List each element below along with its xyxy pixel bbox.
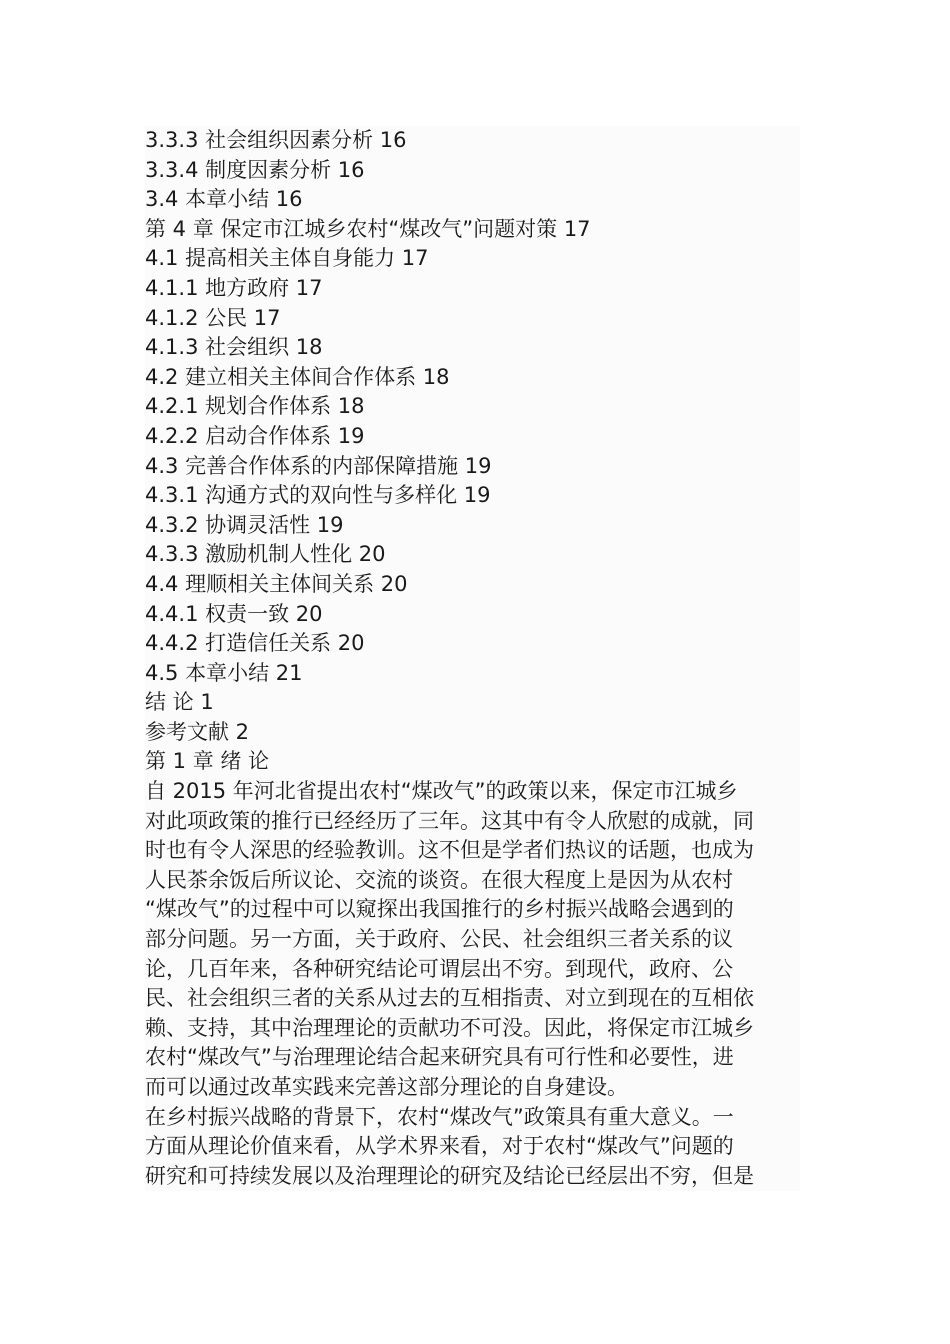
toc-entry: 4.1.3 社会组织 18 <box>145 333 800 363</box>
paragraph-intro <box>145 777 800 1103</box>
toc-entry: 参考文献 2 <box>145 718 800 748</box>
paragraph-line: 自 2015 年河北省提出农村“煤改气”的政策以来，保定市江城乡 <box>145 777 800 807</box>
paragraph-line: 论，几百年来，各种研究结论可谓层出不穷。到现代，政府、公 <box>145 955 800 985</box>
toc-entry: 4.4.2 打造信任关系 20 <box>145 629 800 659</box>
toc-entry: 3.4 本章小结 16 <box>145 185 800 215</box>
toc-entry: 4.2 建立相关主体间合作体系 18 <box>145 363 800 393</box>
toc-entry: 4.3.1 沟通方式的双向性与多样化 19 <box>145 481 800 511</box>
chapter-heading: 第 1 章 绪 论 <box>145 747 800 777</box>
toc-entry: 4.5 本章小结 21 <box>145 659 800 689</box>
paragraph-line: 民、社会组织三者的关系从过去的互相指责、对立到现在的互相依 <box>145 984 800 1014</box>
toc-entry: 4.1 提高相关主体自身能力 17 <box>145 244 800 274</box>
paragraph-line: 在乡村振兴战略的背景下，农村“煤改气”政策具有重大意义。一 <box>145 1103 800 1133</box>
paragraph-line: 对此项政策的推行已经经历了三年。这其中有令人欣慰的成就，同 <box>145 807 800 837</box>
toc-entry: 3.3.3 社会组织因素分析 16 <box>145 126 800 156</box>
paragraph-line: 而可以通过改革实践来完善这部分理论的自身建设。 <box>145 1073 800 1103</box>
toc-entry: 第 4 章 保定市江城乡农村“煤改气”问题对策 17 <box>145 215 800 245</box>
toc-entry: 4.4 理顺相关主体间关系 20 <box>145 570 800 600</box>
toc-entry: 4.4.1 权责一致 20 <box>145 600 800 630</box>
paragraph-line: 方面从理论价值来看，从学术界来看，对于农村“煤改气”问题的 <box>145 1132 800 1162</box>
toc-entry: 4.1.2 公民 17 <box>145 304 800 334</box>
toc-entry: 4.1.1 地方政府 17 <box>145 274 800 304</box>
paragraph-line: 研究和可持续发展以及治理理论的研究及结论已经层出不穷，但是 <box>145 1162 800 1192</box>
paragraph-significance <box>145 1103 800 1192</box>
toc-entry: 4.3.3 激励机制人性化 20 <box>145 540 800 570</box>
table-of-contents <box>145 126 800 747</box>
toc-entry: 4.3 完善合作体系的内部保障措施 19 <box>145 452 800 482</box>
toc-entry: 4.2.2 启动合作体系 19 <box>145 422 800 452</box>
toc-entry: 结 论 1 <box>145 688 800 718</box>
paragraph-line: 时也有令人深思的经验教训。这不但是学者们热议的话题，也成为 <box>145 836 800 866</box>
paragraph-line: 农村“煤改气”与治理理论结合起来研究具有可行性和必要性，进 <box>145 1043 800 1073</box>
toc-entry: 4.3.2 协调灵活性 19 <box>145 511 800 541</box>
toc-entry: 4.2.1 规划合作体系 18 <box>145 392 800 422</box>
document-page <box>145 126 800 1191</box>
paragraph-line: 人民茶余饭后所议论、交流的谈资。在很大程度上是因为从农村 <box>145 866 800 896</box>
paragraph-line: “煤改气”的过程中可以窥探出我国推行的乡村振兴战略会遇到的 <box>145 895 800 925</box>
toc-entry: 3.3.4 制度因素分析 16 <box>145 156 800 186</box>
paragraph-line: 部分问题。另一方面，关于政府、公民、社会组织三者关系的议 <box>145 925 800 955</box>
paragraph-line: 赖、支持，其中治理理论的贡献功不可没。因此，将保定市江城乡 <box>145 1014 800 1044</box>
